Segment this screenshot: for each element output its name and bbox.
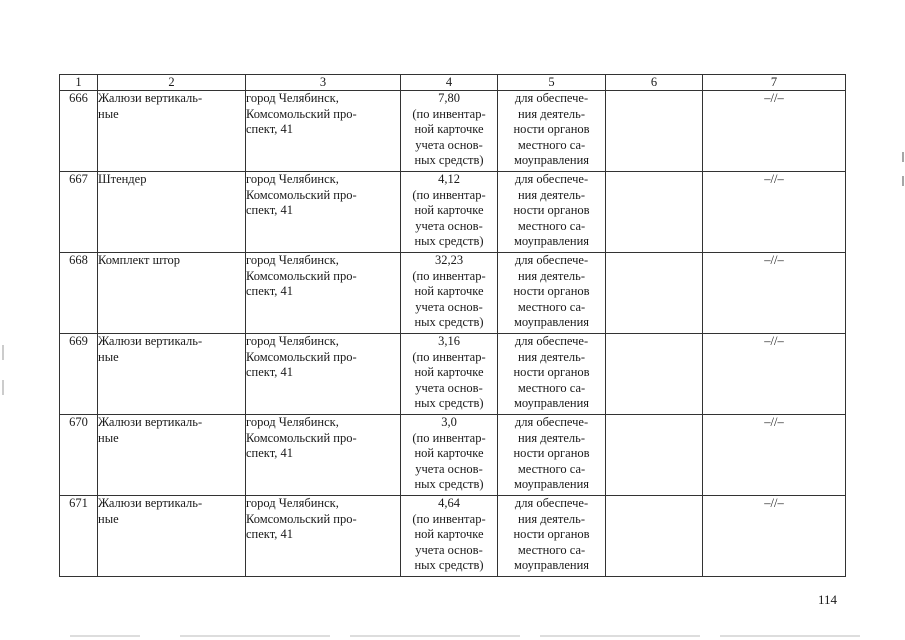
cost-cell: [401, 496, 498, 577]
cell-text-line: Комплект штор: [98, 253, 181, 267]
cost-cell: [401, 415, 498, 496]
cell-text-line: для обеспече-: [514, 172, 589, 186]
column-header-4: 4: [401, 75, 498, 91]
cell-text-line: ния деятель-: [517, 349, 586, 364]
cell-text-line: ности органов: [513, 365, 590, 380]
cell-text-line: ния деятель-: [517, 106, 586, 121]
column-6-cell: [606, 334, 703, 415]
cell-text-line: 3,16: [438, 334, 460, 348]
item-name-cell: [98, 415, 246, 496]
purpose-cell: [498, 415, 606, 496]
cell-text-line: город Челябинск,: [246, 415, 339, 429]
address-cell: [246, 334, 401, 415]
ditto-mark-cell: –//–: [703, 496, 846, 577]
cell-text-line: ности органов: [513, 122, 590, 137]
cell-text-line: (по инвентар-: [412, 349, 486, 364]
cell-text-line: для обеспече-: [514, 253, 589, 267]
cell-text-line: Штендер: [98, 172, 147, 186]
property-registry-table: [59, 74, 846, 577]
column-header-7: 7: [703, 75, 846, 91]
cell-text-line: ности органов: [513, 446, 590, 461]
address-cell: [246, 172, 401, 253]
cell-text-line: ния деятель-: [517, 511, 586, 526]
cell-text-line: Жалюзи вертикаль-: [98, 334, 203, 348]
column-header-2: 2: [98, 75, 246, 91]
cell-text-line: (по инвентар-: [412, 106, 486, 121]
cell-text-line: моуправления: [513, 558, 590, 573]
cell-text-line: местного са-: [517, 137, 586, 152]
ditto-mark-cell: –//–: [703, 415, 846, 496]
table-row: [60, 172, 846, 253]
cell-text-line: спект, 41: [246, 203, 293, 218]
cell-text-line: моуправления: [513, 153, 590, 168]
table-row: [60, 253, 846, 334]
cell-text-line: Комсомольский про-: [246, 430, 357, 445]
cell-text-line: ных средств): [414, 558, 484, 573]
cost-cell: [401, 253, 498, 334]
row-number-cell: 670: [60, 415, 98, 496]
column-header-5: 5: [498, 75, 606, 91]
table-body: [60, 91, 846, 577]
cell-text-line: ные: [98, 511, 119, 526]
cell-text-line: спект, 41: [246, 446, 293, 461]
cell-text-line: город Челябинск,: [246, 172, 339, 186]
cell-text-line: ния деятель-: [517, 268, 586, 283]
cell-text-line: (по инвентар-: [412, 511, 486, 526]
cell-text-line: ной карточке: [414, 527, 484, 542]
cell-text-line: ной карточке: [414, 203, 484, 218]
cell-text-line: спект, 41: [246, 365, 293, 380]
item-name-cell: [98, 172, 246, 253]
cell-text-line: ной карточке: [414, 446, 484, 461]
table-header-row: [60, 75, 846, 91]
cell-text-line: учета основ-: [415, 299, 483, 314]
address-cell: [246, 253, 401, 334]
row-number-cell: 671: [60, 496, 98, 577]
item-name-cell: [98, 334, 246, 415]
cell-text-line: ные: [98, 106, 119, 121]
cell-text-line: Комсомольский про-: [246, 349, 357, 364]
cost-cell: [401, 172, 498, 253]
cell-text-line: ные: [98, 349, 119, 364]
column-6-cell: [606, 91, 703, 172]
cell-text-line: Комсомольский про-: [246, 106, 357, 121]
cell-text-line: моуправления: [513, 234, 590, 249]
cell-text-line: (по инвентар-: [412, 187, 486, 202]
ditto-mark-cell: –//–: [703, 253, 846, 334]
row-number-cell: 667: [60, 172, 98, 253]
address-cell: [246, 91, 401, 172]
cost-cell: [401, 91, 498, 172]
table-row: [60, 415, 846, 496]
table-row: [60, 91, 846, 172]
cell-text-line: для обеспече-: [514, 496, 589, 510]
purpose-cell: [498, 172, 606, 253]
cell-text-line: учета основ-: [415, 380, 483, 395]
cell-text-line: 3,0: [441, 415, 457, 429]
column-header-1: 1: [60, 75, 98, 91]
purpose-cell: [498, 91, 606, 172]
cell-text-line: для обеспече-: [514, 91, 589, 105]
cell-text-line: ных средств): [414, 396, 484, 411]
row-number-cell: 666: [60, 91, 98, 172]
purpose-cell: [498, 253, 606, 334]
cell-text-line: ности органов: [513, 284, 590, 299]
cell-text-line: ной карточке: [414, 122, 484, 137]
cell-text-line: Комсомольский про-: [246, 511, 357, 526]
cell-text-line: местного са-: [517, 218, 586, 233]
cell-text-line: спект, 41: [246, 527, 293, 542]
page-number: 114: [818, 592, 838, 607]
purpose-cell: [498, 334, 606, 415]
cell-text-line: местного са-: [517, 461, 586, 476]
cell-text-line: город Челябинск,: [246, 334, 339, 348]
cell-text-line: 7,80: [438, 91, 460, 105]
column-header-6: 6: [606, 75, 703, 91]
cell-text-line: Комсомольский про-: [246, 187, 357, 202]
cell-text-line: для обеспече-: [514, 415, 589, 429]
column-6-cell: [606, 172, 703, 253]
column-6-cell: [606, 253, 703, 334]
cell-text-line: (по инвентар-: [412, 268, 486, 283]
cell-text-line: ности органов: [513, 527, 590, 542]
purpose-cell: [498, 496, 606, 577]
item-name-cell: [98, 496, 246, 577]
cell-text-line: Жалюзи вертикаль-: [98, 415, 203, 429]
cell-text-line: 4,12: [438, 172, 460, 186]
cell-text-line: спект, 41: [246, 284, 293, 299]
cell-text-line: ные: [98, 430, 119, 445]
cell-text-line: учета основ-: [415, 218, 483, 233]
cell-text-line: ных средств): [414, 234, 484, 249]
cell-text-line: учета основ-: [415, 137, 483, 152]
cell-text-line: ных средств): [414, 315, 484, 330]
cell-text-line: ной карточке: [414, 284, 484, 299]
item-name-cell: [98, 91, 246, 172]
cell-text-line: город Челябинск,: [246, 253, 339, 267]
cell-text-line: Жалюзи вертикаль-: [98, 496, 203, 510]
row-number-cell: 668: [60, 253, 98, 334]
cell-text-line: 32,23: [434, 253, 464, 267]
cell-text-line: моуправления: [513, 477, 590, 492]
row-number-cell: 669: [60, 334, 98, 415]
cell-text-line: учета основ-: [415, 461, 483, 476]
cell-text-line: ной карточке: [414, 365, 484, 380]
cell-text-line: спект, 41: [246, 122, 293, 137]
address-cell: [246, 496, 401, 577]
cell-text-line: ных средств): [414, 477, 484, 492]
address-cell: [246, 415, 401, 496]
cell-text-line: для обеспече-: [514, 334, 589, 348]
column-6-cell: [606, 415, 703, 496]
table-row: [60, 334, 846, 415]
cell-text-line: город Челябинск,: [246, 91, 339, 105]
ditto-mark-cell: –//–: [703, 334, 846, 415]
ditto-mark-cell: –//–: [703, 172, 846, 253]
cell-text-line: ных средств): [414, 153, 484, 168]
cell-text-line: Комсомольский про-: [246, 268, 357, 283]
cell-text-line: моуправления: [513, 315, 590, 330]
cell-text-line: местного са-: [517, 380, 586, 395]
cell-text-line: 4,64: [438, 496, 460, 510]
column-header-3: 3: [246, 75, 401, 91]
cell-text-line: моуправления: [513, 396, 590, 411]
cell-text-line: город Челябинск,: [246, 496, 339, 510]
cell-text-line: Жалюзи вертикаль-: [98, 91, 203, 105]
cell-text-line: местного са-: [517, 542, 586, 557]
cell-text-line: ния деятель-: [517, 430, 586, 445]
table-row: [60, 496, 846, 577]
cell-text-line: местного са-: [517, 299, 586, 314]
cell-text-line: ности органов: [513, 203, 590, 218]
ditto-mark-cell: –//–: [703, 91, 846, 172]
cell-text-line: учета основ-: [415, 542, 483, 557]
cell-text-line: (по инвентар-: [412, 430, 486, 445]
column-6-cell: [606, 496, 703, 577]
cell-text-line: ния деятель-: [517, 187, 586, 202]
item-name-cell: [98, 253, 246, 334]
cost-cell: [401, 334, 498, 415]
